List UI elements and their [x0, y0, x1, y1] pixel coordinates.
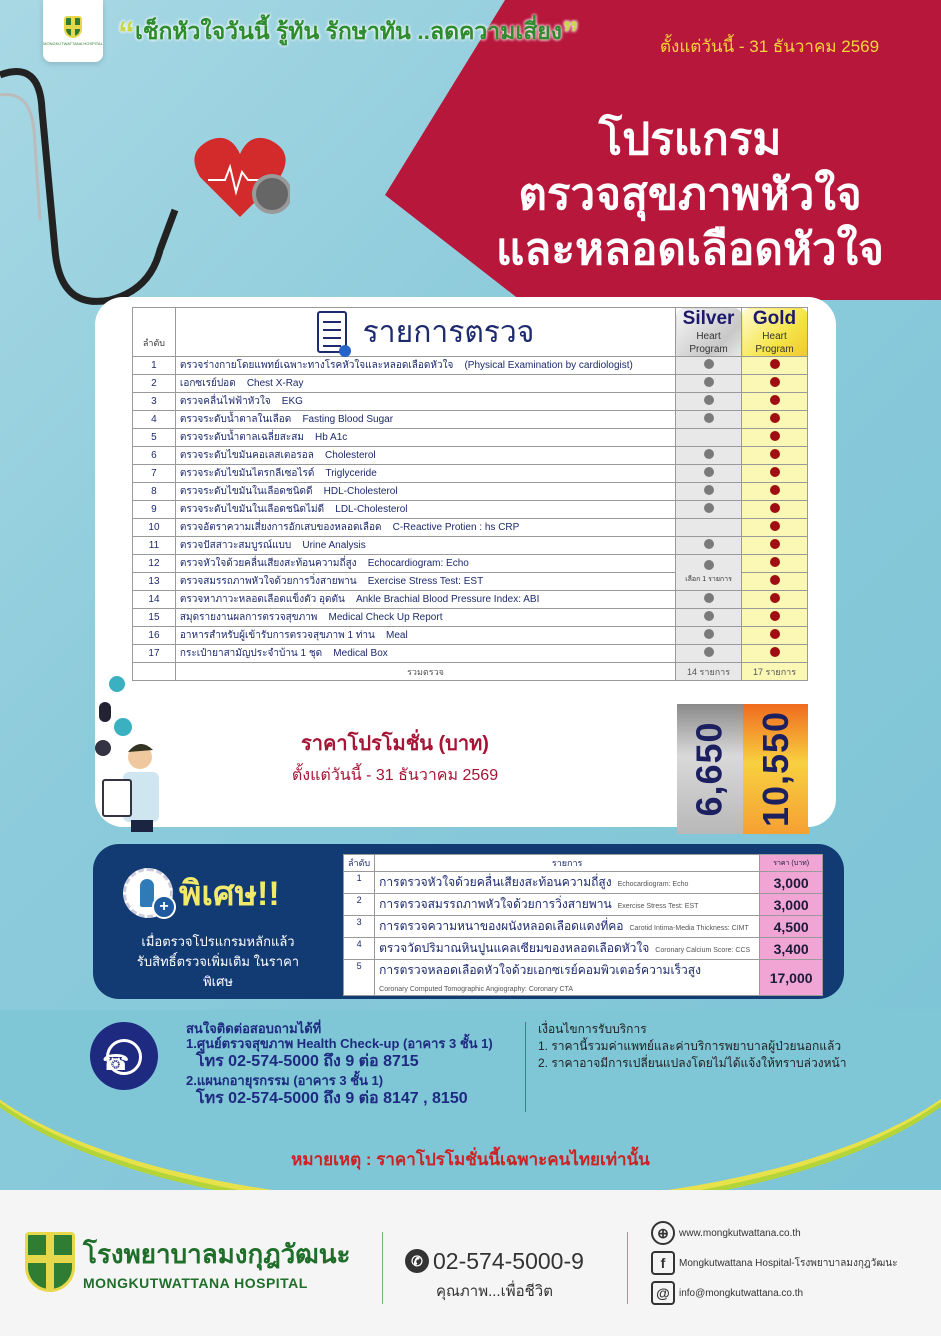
- divider: [382, 1232, 383, 1304]
- exam-name-th: ตรวจระดับไขมันในเลือดชนิดไม่ดี: [179, 504, 325, 515]
- gold-cell: [742, 555, 808, 573]
- extra-item: [375, 916, 760, 938]
- gold-cell: [742, 501, 808, 519]
- gold-name: Gold: [752, 308, 797, 329]
- extra-item-en: Exercise Stress Test: EST: [617, 903, 699, 910]
- exam-name-th: ตรวจคลื่นไฟฟ้าหัวใจ: [179, 396, 271, 407]
- special-description: [123, 932, 313, 992]
- extra-item-th: การตรวจหัวใจด้วยคลื่นเสียงสะท้อนความถี่สูง: [379, 875, 612, 889]
- extra-row-no: 2: [344, 894, 375, 916]
- silver-included-dot: [704, 395, 714, 405]
- exam-rows: [133, 357, 808, 663]
- exam-name: [175, 609, 675, 627]
- exam-name-th: ตรวจหัวใจด้วยคลื่นเสียงสะท้อนความถี่สูง: [179, 558, 357, 569]
- silver-included-dot: [704, 593, 714, 603]
- row-no: 17: [133, 645, 176, 663]
- contact-lines: [186, 1021, 493, 1110]
- gold-included-dot: [770, 539, 780, 549]
- gold-included-dot: [770, 611, 780, 621]
- extra-item-en: Carotid Intima-Media Thickness: CIMT: [629, 925, 749, 932]
- extra-col-price: ราคา (บาท): [760, 855, 823, 872]
- extra-price: 3,400: [760, 938, 823, 960]
- exam-name-th: สมุดรายงานผลการตรวจสุขภาพ: [179, 612, 318, 623]
- silver-cell: [676, 375, 742, 393]
- slogan-text: เช็กหัวใจวันนี้ รู้ทัน รักษาทัน ..ลดความเสี่ยง: [135, 18, 562, 44]
- exam-row: [133, 519, 808, 537]
- gold-included-dot: [770, 377, 780, 387]
- email-link[interactable]: info@mongkutwattana.co.th: [679, 1287, 804, 1299]
- exam-name-en: Urine Analysis: [302, 540, 366, 551]
- exam-name-th: ตรวจระดับไขมันคอเลสเตอรอล: [179, 450, 314, 461]
- conditions-heading: เงื่อนไขการรับบริการ: [538, 1022, 647, 1036]
- exam-name-th: ตรวจสมรรถภาพหัวใจด้วยการวิ่งสายพาน: [179, 576, 357, 587]
- hospital-crest-icon: [25, 1232, 75, 1292]
- exam-name-en: EKG: [281, 396, 303, 407]
- exam-row: [133, 447, 808, 465]
- extra-item-th: การตรวจหลอดเลือดหัวใจด้วยเอกซเรย์คอมพิวเตอร์ความเร็วสูง: [379, 963, 701, 977]
- row-no: 1: [133, 357, 176, 375]
- footer-tagline: คุณภาพ...เพื่อชีวิต: [435, 1283, 553, 1300]
- exam-row: [133, 411, 808, 429]
- exam-row: [133, 537, 808, 555]
- silver-cell: [676, 447, 742, 465]
- gold-sub2: Program: [755, 344, 794, 355]
- special-word: พิเศษ!!: [179, 875, 280, 913]
- checklist-icon: [317, 311, 347, 353]
- extra-table-header: [344, 855, 823, 872]
- row-no: 13: [133, 573, 176, 591]
- slogan: “เช็กหัวใจวันนี้ รู้ทัน รักษาทัน ..ลดความเสี่ยง”: [118, 15, 579, 53]
- extra-price: 17,000: [760, 960, 823, 996]
- gold-included-dot: [770, 629, 780, 639]
- exam-name-th: เอกซเรย์ปอด: [179, 378, 236, 389]
- gold-included-dot: [770, 521, 780, 531]
- gold-cell: [742, 537, 808, 555]
- footer-hospital-logo: [25, 1232, 351, 1292]
- extra-row-no: 1: [344, 872, 375, 894]
- silver-cell: [676, 537, 742, 555]
- exam-name-en: C-Reactive Protien : hs CRP: [392, 522, 520, 533]
- exam-name-en: Chest X-Ray: [246, 378, 304, 389]
- gold-included-dot: [770, 395, 780, 405]
- extra-item-th: การตรวจสมรรถภาพหัวใจด้วยการวิ่งสายพาน: [379, 897, 612, 911]
- gold-cell: [742, 627, 808, 645]
- extra-exam-table: [343, 854, 823, 996]
- silver-included-dot: [704, 377, 714, 387]
- condition-2: 2. ราคาอาจมีการเปลี่ยนแปลงโดยไม่ได้แจ้งให้ทราบล่วงหน้า: [538, 1056, 847, 1070]
- exam-name: [175, 465, 675, 483]
- extra-col-no: ลำดับ: [344, 855, 375, 872]
- exam-name-th: ตรวจร่างกายโดยแพทย์เฉพาะทางโรคหัวใจและหลอดเลือดหัวใจ: [179, 360, 454, 371]
- silver-included-dot: [704, 359, 714, 369]
- silver-sub1: Heart: [696, 331, 721, 342]
- exam-name-en: Meal: [386, 630, 408, 641]
- extra-item-en: Coronary Computed Tomographic Angiography: Coronary CTA: [379, 986, 574, 993]
- silver-cell: [676, 627, 742, 645]
- gold-included-dot: [770, 593, 780, 603]
- title-line-2: ตรวจสุขภาพหัวใจ: [518, 170, 862, 219]
- exam-row: [133, 375, 808, 393]
- gold-cell: [742, 393, 808, 411]
- gold-included-dot: [770, 575, 780, 585]
- silver-cell: [676, 501, 742, 519]
- exam-row: [133, 483, 808, 501]
- doctor-illustration-icon: [95, 672, 190, 832]
- facebook-icon: f: [651, 1251, 675, 1275]
- gold-included-dot: [770, 431, 780, 441]
- row-no: 8: [133, 483, 176, 501]
- exam-name-en: Exercise Stress Test: EST: [367, 576, 484, 587]
- exam-name: [175, 573, 675, 591]
- gold-cell: [742, 573, 808, 591]
- contact-location-1: 1.ศูนย์ตรวจสุขภาพ Health Check-up (อาคาร 3 ชั้น 1): [186, 1036, 493, 1051]
- exam-name-en: Medical Check Up Report: [328, 612, 443, 623]
- special-desc-2: รับสิทธิ์ตรวจเพิ่มเติม ในราคาพิเศษ: [136, 954, 300, 989]
- phone-chat-icon: [90, 1022, 158, 1090]
- gold-sub1: Heart: [762, 331, 787, 342]
- silver-cell: [676, 357, 742, 375]
- exam-table: [132, 307, 808, 681]
- total-row: [133, 663, 808, 681]
- silver-name: Silver: [682, 308, 735, 329]
- gold-cell: [742, 645, 808, 663]
- extra-row-no: 3: [344, 916, 375, 938]
- exam-row: [133, 591, 808, 609]
- contact-section: [90, 1017, 890, 1127]
- facebook-link[interactable]: Mongkutwattana Hospital-โรงพยาบาลมงกุฎวัฒนะ: [679, 1257, 898, 1269]
- exam-row: [133, 627, 808, 645]
- gold-included-dot: [770, 449, 780, 459]
- gold-included-dot: [770, 503, 780, 513]
- gold-included-dot: [770, 485, 780, 495]
- extra-rows: [344, 872, 823, 996]
- extra-item-th: การตรวจความหนาของผนังหลอดเลือดแดงที่คอ: [379, 919, 624, 933]
- exam-name-en: LDL-Cholesterol: [335, 504, 408, 515]
- exam-name-th: ตรวจระดับน้ำตาลเฉลี่ยสะสม: [179, 432, 304, 443]
- exam-name-th: ตรวจหาภาวะหลอดเลือดแข็งตัว อุดตัน: [179, 594, 345, 605]
- gold-cell: [742, 519, 808, 537]
- row-no: 10: [133, 519, 176, 537]
- row-no: 14: [133, 591, 176, 609]
- silver-cell: [676, 483, 742, 501]
- gold-cell: [742, 465, 808, 483]
- silver-cell: [676, 411, 742, 429]
- gold-price-bar: [743, 704, 809, 834]
- exam-row: [133, 429, 808, 447]
- contact-location-2: 2.แผนกอายุรกรรม (อาคาร 3 ชั้น 1): [186, 1073, 384, 1088]
- silver-included-dot: [704, 467, 714, 477]
- exam-name-en: (Physical Examination by cardiologist): [464, 360, 633, 371]
- exam-name: [175, 645, 675, 663]
- gold-total: 17 รายการ: [742, 663, 808, 681]
- silver-price: 6,650: [689, 721, 730, 817]
- page-title: [480, 112, 900, 277]
- gold-cell: [742, 411, 808, 429]
- silver-included-dot: [704, 611, 714, 621]
- exam-card: [95, 297, 808, 827]
- silver-price-bar: [677, 704, 743, 834]
- silver-program-header: [676, 308, 742, 357]
- promo-price-label: ราคาโปรโมชั่น (บาท): [301, 733, 489, 755]
- exam-name-th: ตรวจอัตราความเสี่ยงการอักเสบของหลอดเลือด: [179, 522, 382, 533]
- gold-cell: [742, 609, 808, 627]
- extra-row: [344, 894, 823, 916]
- silver-included-dot: [704, 503, 714, 513]
- extra-item: [375, 938, 760, 960]
- exam-name: [175, 501, 675, 519]
- silver-included-dot: [704, 560, 714, 570]
- footer-phone-number[interactable]: 02-574-5000-9: [433, 1248, 584, 1274]
- special-title: [123, 866, 280, 920]
- exam-heading: รายการตรวจ: [362, 315, 535, 349]
- extra-price: 3,000: [760, 872, 823, 894]
- exam-name: [175, 375, 675, 393]
- row-no: 3: [133, 393, 176, 411]
- choose-one-note: เลือก 1 รายการ: [685, 576, 732, 583]
- website-link[interactable]: www.mongkutwattana.co.th: [679, 1227, 801, 1239]
- conditions: [538, 1021, 846, 1072]
- gold-included-dot: [770, 413, 780, 423]
- exam-name-th: ตรวจปัสสาวะสมบูรณ์แบบ: [179, 540, 292, 551]
- divider: [627, 1232, 628, 1304]
- note: หมายเหตุ : ราคาโปรโมชั่นนี้เฉพาะคนไทยเท่านั้น: [291, 1150, 650, 1169]
- row-no: 6: [133, 447, 176, 465]
- hospital-name-en: MONGKUTWATTANA HOSPITAL: [83, 1274, 308, 1291]
- extra-row-no: 5: [344, 960, 375, 996]
- gold-cell: [742, 591, 808, 609]
- row-no: 11: [133, 537, 176, 555]
- extra-item-th: ตรวจวัดปริมาณหินปูนแคลเซียมของหลอดเลือดหัวใจ: [379, 941, 650, 955]
- promo-date-top: ตั้งแต่วันนี้ - 31 ธันวาคม 2569: [660, 37, 880, 56]
- special-offer-panel: [93, 844, 844, 999]
- exam-name-th: อาหารสำหรับผู้เข้ารับการตรวจสุขภาพ 1 ท่าน: [179, 630, 375, 641]
- special-desc-1: เมื่อตรวจโปรแกรมหลักแล้ว: [141, 934, 295, 949]
- silver-cell: [676, 591, 742, 609]
- exam-name: [175, 393, 675, 411]
- gold-cell: [742, 447, 808, 465]
- exam-row: [133, 609, 808, 627]
- accessibility-plus-icon: [123, 868, 173, 918]
- exam-row: [133, 555, 808, 573]
- extra-price: 3,000: [760, 894, 823, 916]
- row-no: 15: [133, 609, 176, 627]
- silver-sub2: Program: [689, 344, 728, 355]
- globe-icon: ⊕: [651, 1221, 675, 1245]
- extra-row-no: 4: [344, 938, 375, 960]
- extra-price: 4,500: [760, 916, 823, 938]
- title-line-1: โปรแกรม: [598, 115, 782, 164]
- exam-name-en: Fasting Blood Sugar: [302, 414, 394, 425]
- extra-item: [375, 960, 760, 996]
- extra-item: [375, 872, 760, 894]
- exam-name-th: ตรวจระดับไขมันในเลือดชนิดดี: [179, 486, 313, 497]
- exam-row: [133, 501, 808, 519]
- extra-row: [344, 960, 823, 996]
- condition-1: 1. ราคานี้รวมค่าแพทย์และค่าบริการพยาบาลผู้ป่วยนอกแล้ว: [538, 1039, 842, 1053]
- silver-cell: [676, 555, 742, 591]
- silver-cell: [676, 393, 742, 411]
- extra-col-item: รายการ: [375, 855, 760, 872]
- exam-name-th: ตรวจระดับไขมันไตรกลีเซอไรด์: [179, 468, 315, 479]
- gold-included-dot: [770, 467, 780, 477]
- extra-row: [344, 916, 823, 938]
- email-icon: @: [651, 1281, 675, 1305]
- silver-cell: [676, 609, 742, 627]
- contact-heading: สนใจติดต่อสอบถามได้ที่: [186, 1021, 322, 1036]
- exam-row: [133, 645, 808, 663]
- exam-name: [175, 591, 675, 609]
- exam-name-en: Triglyceride: [325, 468, 377, 479]
- row-no: 4: [133, 411, 176, 429]
- exam-name-en: Ankle Brachial Blood Pressure Index: ABI: [355, 594, 540, 605]
- col-no-header: ลำดับ: [133, 308, 176, 357]
- exam-row: [133, 357, 808, 375]
- exam-row: [133, 393, 808, 411]
- exam-heading-cell: [175, 308, 675, 357]
- gold-cell: [742, 375, 808, 393]
- divider: [525, 1022, 526, 1112]
- title-line-3: และหลอดเลือดหัวใจ: [496, 225, 884, 274]
- promo-date: ตั้งแต่วันนี้ - 31 ธันวาคม 2569: [291, 767, 499, 784]
- contact-phone-2[interactable]: โทร 02-574-5000 ถึง 9 ต่อ 8147 , 8150: [196, 1090, 468, 1107]
- row-no: 9: [133, 501, 176, 519]
- exam-name: [175, 537, 675, 555]
- total-label: รวมตรวจ: [175, 663, 675, 681]
- exam-name: [175, 447, 675, 465]
- silver-included-dot: [704, 629, 714, 639]
- gold-included-dot: [770, 359, 780, 369]
- row-no: 16: [133, 627, 176, 645]
- exam-row: [133, 465, 808, 483]
- gold-included-dot: [770, 557, 780, 567]
- exam-table-header: [133, 308, 808, 357]
- exam-name: [175, 627, 675, 645]
- exam-name-en: Medical Box: [333, 648, 388, 659]
- exam-name: [175, 429, 675, 447]
- silver-total: 14 รายการ: [676, 663, 742, 681]
- logo-mini-text: MONGKUTWATTANA HOSPITAL: [43, 41, 103, 46]
- exam-name-th: ตรวจระดับน้ำตาลในเลือด: [179, 414, 292, 425]
- exam-name: [175, 555, 675, 573]
- silver-included-dot: [704, 539, 714, 549]
- gold-cell: [742, 483, 808, 501]
- gold-cell: [742, 357, 808, 375]
- exam-name: [175, 483, 675, 501]
- extra-row: [344, 872, 823, 894]
- contact-phone-1[interactable]: โทร 02-574-5000 ถึง 9 ต่อ 8715: [196, 1053, 419, 1070]
- row-no: 2: [133, 375, 176, 393]
- hospital-name-th: โรงพยาบาลมงกุฎวัฒนะ: [83, 1238, 351, 1269]
- shield-icon: [64, 16, 82, 38]
- silver-cell: [676, 429, 742, 447]
- extra-item-en: Coronary Calcium Score: CCS: [655, 947, 751, 954]
- hospital-logo-badge: [43, 0, 103, 62]
- silver-cell: [676, 519, 742, 537]
- heart-icon: [190, 132, 290, 222]
- silver-included-dot: [704, 413, 714, 423]
- gold-program-header: [742, 308, 808, 357]
- silver-cell: [676, 465, 742, 483]
- exam-name-en: HDL-Cholesterol: [323, 486, 398, 497]
- exam-name: [175, 411, 675, 429]
- footer-phone: [405, 1248, 584, 1303]
- row-no: 12: [133, 555, 176, 573]
- phone-icon: ✆: [405, 1249, 429, 1273]
- exam-name-en: Cholesterol: [325, 450, 376, 461]
- row-no: 7: [133, 465, 176, 483]
- silver-included-dot: [704, 449, 714, 459]
- silver-included-dot: [704, 485, 714, 495]
- silver-cell: [676, 645, 742, 663]
- extra-item: [375, 894, 760, 916]
- exam-name: [175, 519, 675, 537]
- exam-name: [175, 357, 675, 375]
- exam-name-en: Echocardiogram: Echo: [367, 558, 469, 569]
- gold-included-dot: [770, 647, 780, 657]
- gold-cell: [742, 429, 808, 447]
- gold-price: 10,550: [755, 710, 797, 828]
- silver-included-dot: [704, 647, 714, 657]
- exam-name-th: กระเป๋ายาสามัญประจำบ้าน 1 ชุด: [179, 648, 323, 659]
- footer-links: [651, 1218, 898, 1308]
- exam-name-en: Hb A1c: [315, 432, 348, 443]
- row-no: 5: [133, 429, 176, 447]
- extra-item-en: Echocardiogram: Echo: [617, 881, 689, 888]
- extra-row: [344, 938, 823, 960]
